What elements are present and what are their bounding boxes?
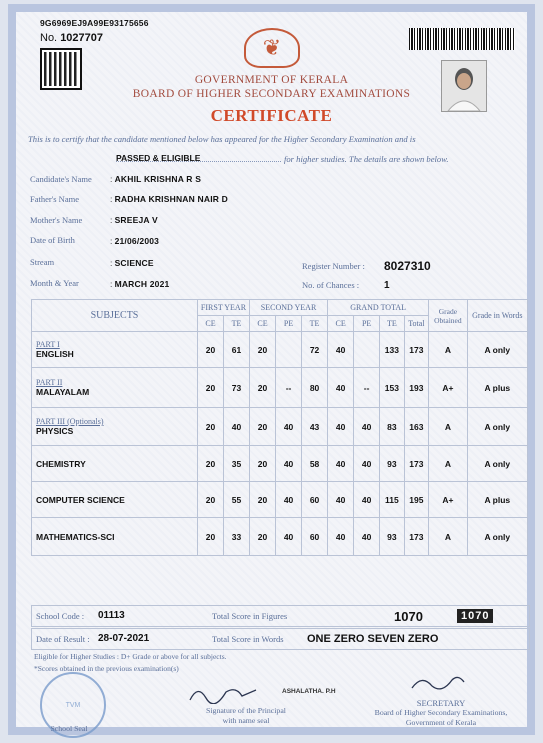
chances-label: No. of Chances : — [302, 280, 360, 290]
mark-cell-fce: 20 — [197, 332, 223, 368]
mark-cell-ste: 80 — [302, 368, 328, 408]
mark-cell-grade: A — [429, 446, 467, 482]
grand-total-header: GRAND TOTAL — [328, 300, 429, 316]
principal-sign-label: Signature of the Principal — [206, 706, 286, 715]
mark-cell-spe: 40 — [276, 482, 302, 518]
previous-scores-note: *Scores obtained in the previous examination(s) — [34, 664, 179, 673]
intro-line-2: for higher studies. The details are shown below. — [284, 154, 449, 164]
certificate — [8, 4, 535, 735]
mark-cell-gpe: -- — [354, 368, 380, 408]
mark-cell-gce: 40 — [328, 332, 354, 368]
mark-cell-words: A only — [467, 446, 527, 482]
total-score-stamp: 1070 — [457, 609, 493, 623]
result-date: 28-07-2021 — [98, 633, 150, 644]
mark-cell-gte: 133 — [380, 332, 404, 368]
subject-name: MATHEMATICS-SCI — [36, 531, 115, 542]
pass-status: PASSED & ELIGIBLE — [116, 153, 201, 163]
mark-cell-gce: 40 — [328, 368, 354, 408]
part-label: PART I — [36, 340, 60, 349]
col-pe: PE — [354, 316, 380, 332]
stream-label: Stream — [30, 257, 55, 267]
subject-name: PHYSICS — [36, 426, 74, 436]
mark-cell-spe: 40 — [276, 446, 302, 482]
mark-cell-gte: 93 — [380, 518, 404, 556]
table-row — [32, 518, 528, 556]
mark-cell-words: A only — [467, 408, 527, 446]
mark-cell-gpe: 40 — [354, 518, 380, 556]
kerala-emblem-icon: ❦ — [244, 28, 300, 68]
total-score-words: ONE ZERO SEVEN ZERO — [307, 633, 439, 645]
subject-name: MALAYALAM — [36, 387, 90, 397]
subject-cell — [32, 518, 198, 556]
mark-cell-gte: 153 — [380, 368, 404, 408]
secretary-signature — [408, 672, 468, 701]
stream-value: : SCIENCE — [110, 258, 154, 268]
month-year-label: Month & Year — [30, 278, 79, 288]
mark-cell-fce: 20 — [197, 446, 223, 482]
school-seal-icon: TVM — [40, 672, 106, 738]
mark-cell-spe: 40 — [276, 518, 302, 556]
secretary-label: SECRETARY — [416, 698, 466, 708]
mark-cell-gce: 40 — [328, 518, 354, 556]
secretary-government: Government of Kerala — [405, 718, 477, 727]
mark-cell-tot: 163 — [404, 408, 429, 446]
mark-cell-gte: 83 — [380, 408, 404, 446]
certificate-title: CERTIFICATE — [210, 106, 333, 125]
subject-cell — [32, 332, 198, 368]
principal-seal-label: with name seal — [222, 716, 270, 725]
mark-cell-gce: 40 — [328, 482, 354, 518]
col-total: Total — [404, 316, 429, 332]
school-code: 01113 — [98, 610, 125, 621]
part-label: PART III (Optionals) — [36, 417, 104, 426]
mark-cell-sce: 20 — [250, 368, 276, 408]
mark-cell-ste: 60 — [302, 518, 328, 556]
table-row — [32, 446, 528, 482]
mark-cell-sce: 20 — [250, 408, 276, 446]
school-seal-label: School Seal — [50, 724, 88, 733]
subject-cell — [32, 408, 198, 446]
mark-cell-grade: A+ — [429, 368, 467, 408]
subjects-header: SUBJECTS — [32, 300, 198, 332]
mark-cell-spe — [276, 332, 302, 368]
mark-cell-sce: 20 — [250, 446, 276, 482]
mark-cell-gpe: 40 — [354, 408, 380, 446]
mark-cell-ste: 60 — [302, 482, 328, 518]
secretary-board: Board of Higher Secondary Examinations, — [374, 708, 508, 717]
mark-cell-grade: A+ — [429, 482, 467, 518]
barcode-icon — [409, 28, 515, 50]
subject-name: ENGLISH — [36, 349, 74, 359]
candidate-photo — [441, 60, 487, 112]
mark-cell-fce: 20 — [197, 482, 223, 518]
subject-cell — [32, 482, 198, 518]
mark-cell-sce: 20 — [250, 332, 276, 368]
register-number: 8027310 — [384, 259, 431, 273]
subject-name: COMPUTER SCIENCE — [36, 494, 125, 505]
mother-name: : SREEJA V — [110, 215, 158, 225]
mark-cell-fte: 35 — [224, 446, 250, 482]
mark-cell-fte: 73 — [224, 368, 250, 408]
intro-line-1: This is to certify that the candidate mentioned below has appeared for the Higher Secondary Examination and is — [28, 134, 416, 144]
mother-name-label: Mother's Name — [30, 215, 83, 225]
mark-cell-gpe — [354, 332, 380, 368]
father-name: : RADHA KRISHNAN NAIR D — [110, 194, 228, 204]
candidate-name-label: Candidate's Name — [30, 174, 92, 184]
mark-cell-fce: 20 — [197, 368, 223, 408]
mark-cell-ste: 72 — [302, 332, 328, 368]
col-te: TE — [380, 316, 404, 332]
certificate-number: No. 1027707 — [40, 32, 104, 44]
mark-cell-fte: 40 — [224, 408, 250, 446]
principal-name-stamp: ASHALATHA. P.H — [282, 688, 336, 695]
mark-cell-fte: 33 — [224, 518, 250, 556]
mark-cell-tot: 195 — [404, 482, 429, 518]
dob-label: Date of Birth — [30, 235, 75, 245]
mark-cell-sce: 20 — [250, 482, 276, 518]
mark-cell-grade: A — [429, 518, 467, 556]
subject-cell — [32, 368, 198, 408]
result-date-label: Date of Result : — [36, 634, 90, 644]
mark-cell-tot: 173 — [404, 446, 429, 482]
table-row — [32, 408, 528, 446]
col-te: TE — [224, 316, 250, 332]
subject-cell — [32, 446, 198, 482]
serial-code: 9G6969EJ9A99E93175656 — [40, 18, 149, 28]
register-number-label: Register Number : — [302, 261, 365, 271]
candidate-name: : AKHIL KRISHNA R S — [110, 174, 201, 184]
mark-cell-ste: 58 — [302, 446, 328, 482]
col-pe: PE — [276, 316, 302, 332]
mark-cell-sce: 20 — [250, 518, 276, 556]
marks-table — [31, 299, 528, 556]
table-row — [32, 368, 528, 408]
mark-cell-tot: 173 — [404, 332, 429, 368]
grade-words-header: Grade in Words — [467, 300, 527, 332]
mark-cell-fte: 55 — [224, 482, 250, 518]
father-name-label: Father's Name — [30, 194, 79, 204]
principal-signature — [186, 682, 266, 709]
total-words-label: Total Score in Words — [212, 634, 284, 644]
mark-cell-spe: 40 — [276, 408, 302, 446]
mark-cell-fce: 20 — [197, 408, 223, 446]
eligibility-note: Eligible for Higher Studies : D+ Grade or above for all subjects. — [34, 652, 227, 661]
mark-cell-tot: 193 — [404, 368, 429, 408]
mark-cell-words: A plus — [467, 368, 527, 408]
mark-cell-gce: 40 — [328, 446, 354, 482]
footer-row-1 — [31, 605, 530, 627]
mark-cell-words: A only — [467, 518, 527, 556]
mark-cell-tot: 173 — [404, 518, 429, 556]
col-ce: CE — [197, 316, 223, 332]
government-title: GOVERNMENT OF KERALA — [194, 74, 349, 86]
total-score-figures: 1070 — [394, 609, 423, 624]
board-title: BOARD OF HIGHER SECONDARY EXAMINATIONS — [132, 88, 411, 100]
mark-cell-gte: 115 — [380, 482, 404, 518]
mark-cell-gte: 93 — [380, 446, 404, 482]
second-year-header: SECOND YEAR — [250, 300, 328, 316]
mark-cell-fce: 20 — [197, 518, 223, 556]
part-label: PART II — [36, 378, 63, 387]
mark-cell-grade: A — [429, 332, 467, 368]
first-year-header: FIRST YEAR — [197, 300, 249, 316]
chances-value: 1 — [384, 280, 390, 291]
school-code-label: School Code : — [36, 611, 85, 621]
mark-cell-gpe: 40 — [354, 482, 380, 518]
table-row — [32, 482, 528, 518]
col-ce: CE — [328, 316, 354, 332]
mark-cell-ste: 43 — [302, 408, 328, 446]
dob-value: : 21/06/2003 — [110, 236, 159, 246]
col-te: TE — [302, 316, 328, 332]
total-figures-label: Total Score in Figures — [212, 611, 288, 621]
status-field — [116, 148, 281, 162]
footer-row-2 — [31, 628, 530, 650]
mark-cell-gce: 40 — [328, 408, 354, 446]
mark-cell-fte: 61 — [224, 332, 250, 368]
mark-cell-words: A plus — [467, 482, 527, 518]
col-ce: CE — [250, 316, 276, 332]
mark-cell-spe: -- — [276, 368, 302, 408]
table-row — [32, 332, 528, 368]
month-year-value: : MARCH 2021 — [110, 279, 169, 289]
mark-cell-words: A only — [467, 332, 527, 368]
mark-cell-grade: A — [429, 408, 467, 446]
mark-cell-gpe: 40 — [354, 446, 380, 482]
subject-name: CHEMISTRY — [36, 458, 86, 469]
grade-obtained-header: Grade Obtained — [429, 300, 467, 332]
